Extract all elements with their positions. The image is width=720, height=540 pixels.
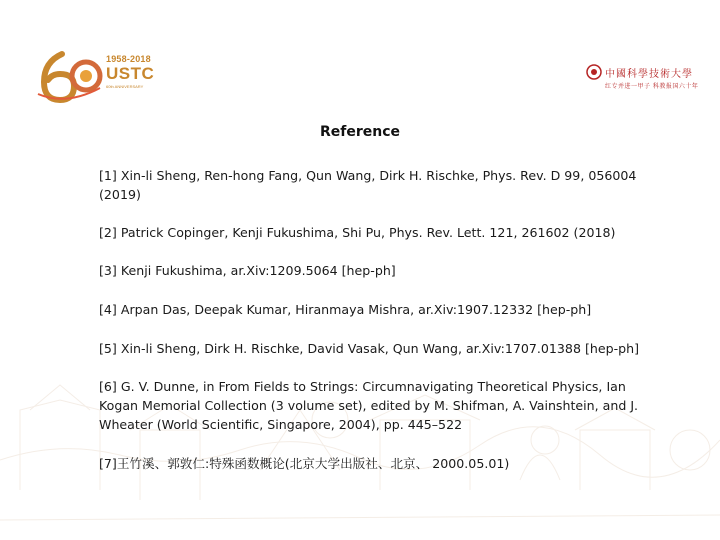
university-name-cn: 中國科學技術大學 bbox=[605, 69, 693, 80]
reference-item: [7]王竹溪、郭敦仁:特殊函数概论(北京大学出版社、北京、 2000.05.01) bbox=[99, 456, 510, 471]
university-seal-icon bbox=[586, 64, 602, 80]
ustc-abbrev: USTC bbox=[106, 64, 155, 83]
university-logo bbox=[586, 62, 699, 96]
reference-item: [5] Xin-li Sheng, Dirk H. Rischke, David Vasak, Qun Wang, ar.Xiv:1707.01388 [hep-ph] bbox=[99, 341, 640, 356]
anniversary-years: 1958-2018 bbox=[106, 54, 151, 64]
reference-item: [1] Xin-li Sheng, Ren-hong Fang, Qun Wang, Dirk H. Rischke, Phys. Rev. D 99, 056004 (2019) bbox=[99, 168, 637, 202]
anniversary-subtitle: 60th ANNIVERSARY bbox=[106, 84, 144, 89]
ustc-anniversary-logo bbox=[36, 48, 156, 106]
reference-item: [4] Arpan Das, Deepak Kumar, Hiranmaya Mishra, ar.Xiv:1907.12332 [hep-ph] bbox=[99, 302, 592, 317]
reference-item: [6] G. V. Dunne, in From Fields to Strings: Circumnavigating Theoretical Physics, Ian Kogan Memorial Collection (3 volume set), edited by M. Shifman, A. Vainshtein, and J. Wheater (World Scientific, Singapore, 2004), pp. 445–522 bbox=[99, 379, 639, 432]
page-title: Reference bbox=[319, 124, 401, 140]
reference-item: [3] Kenji Fukushima, ar.Xiv:1209.5064 [hep-ph] bbox=[99, 263, 396, 278]
reference-item: [2] Patrick Copinger, Kenji Fukushima, Shi Pu, Phys. Rev. Lett. 121, 261602 (2018) bbox=[99, 225, 616, 240]
sixty-emblem-icon bbox=[36, 48, 104, 106]
university-motto: 红专并进一甲子 科教报国六十年 bbox=[605, 83, 699, 90]
